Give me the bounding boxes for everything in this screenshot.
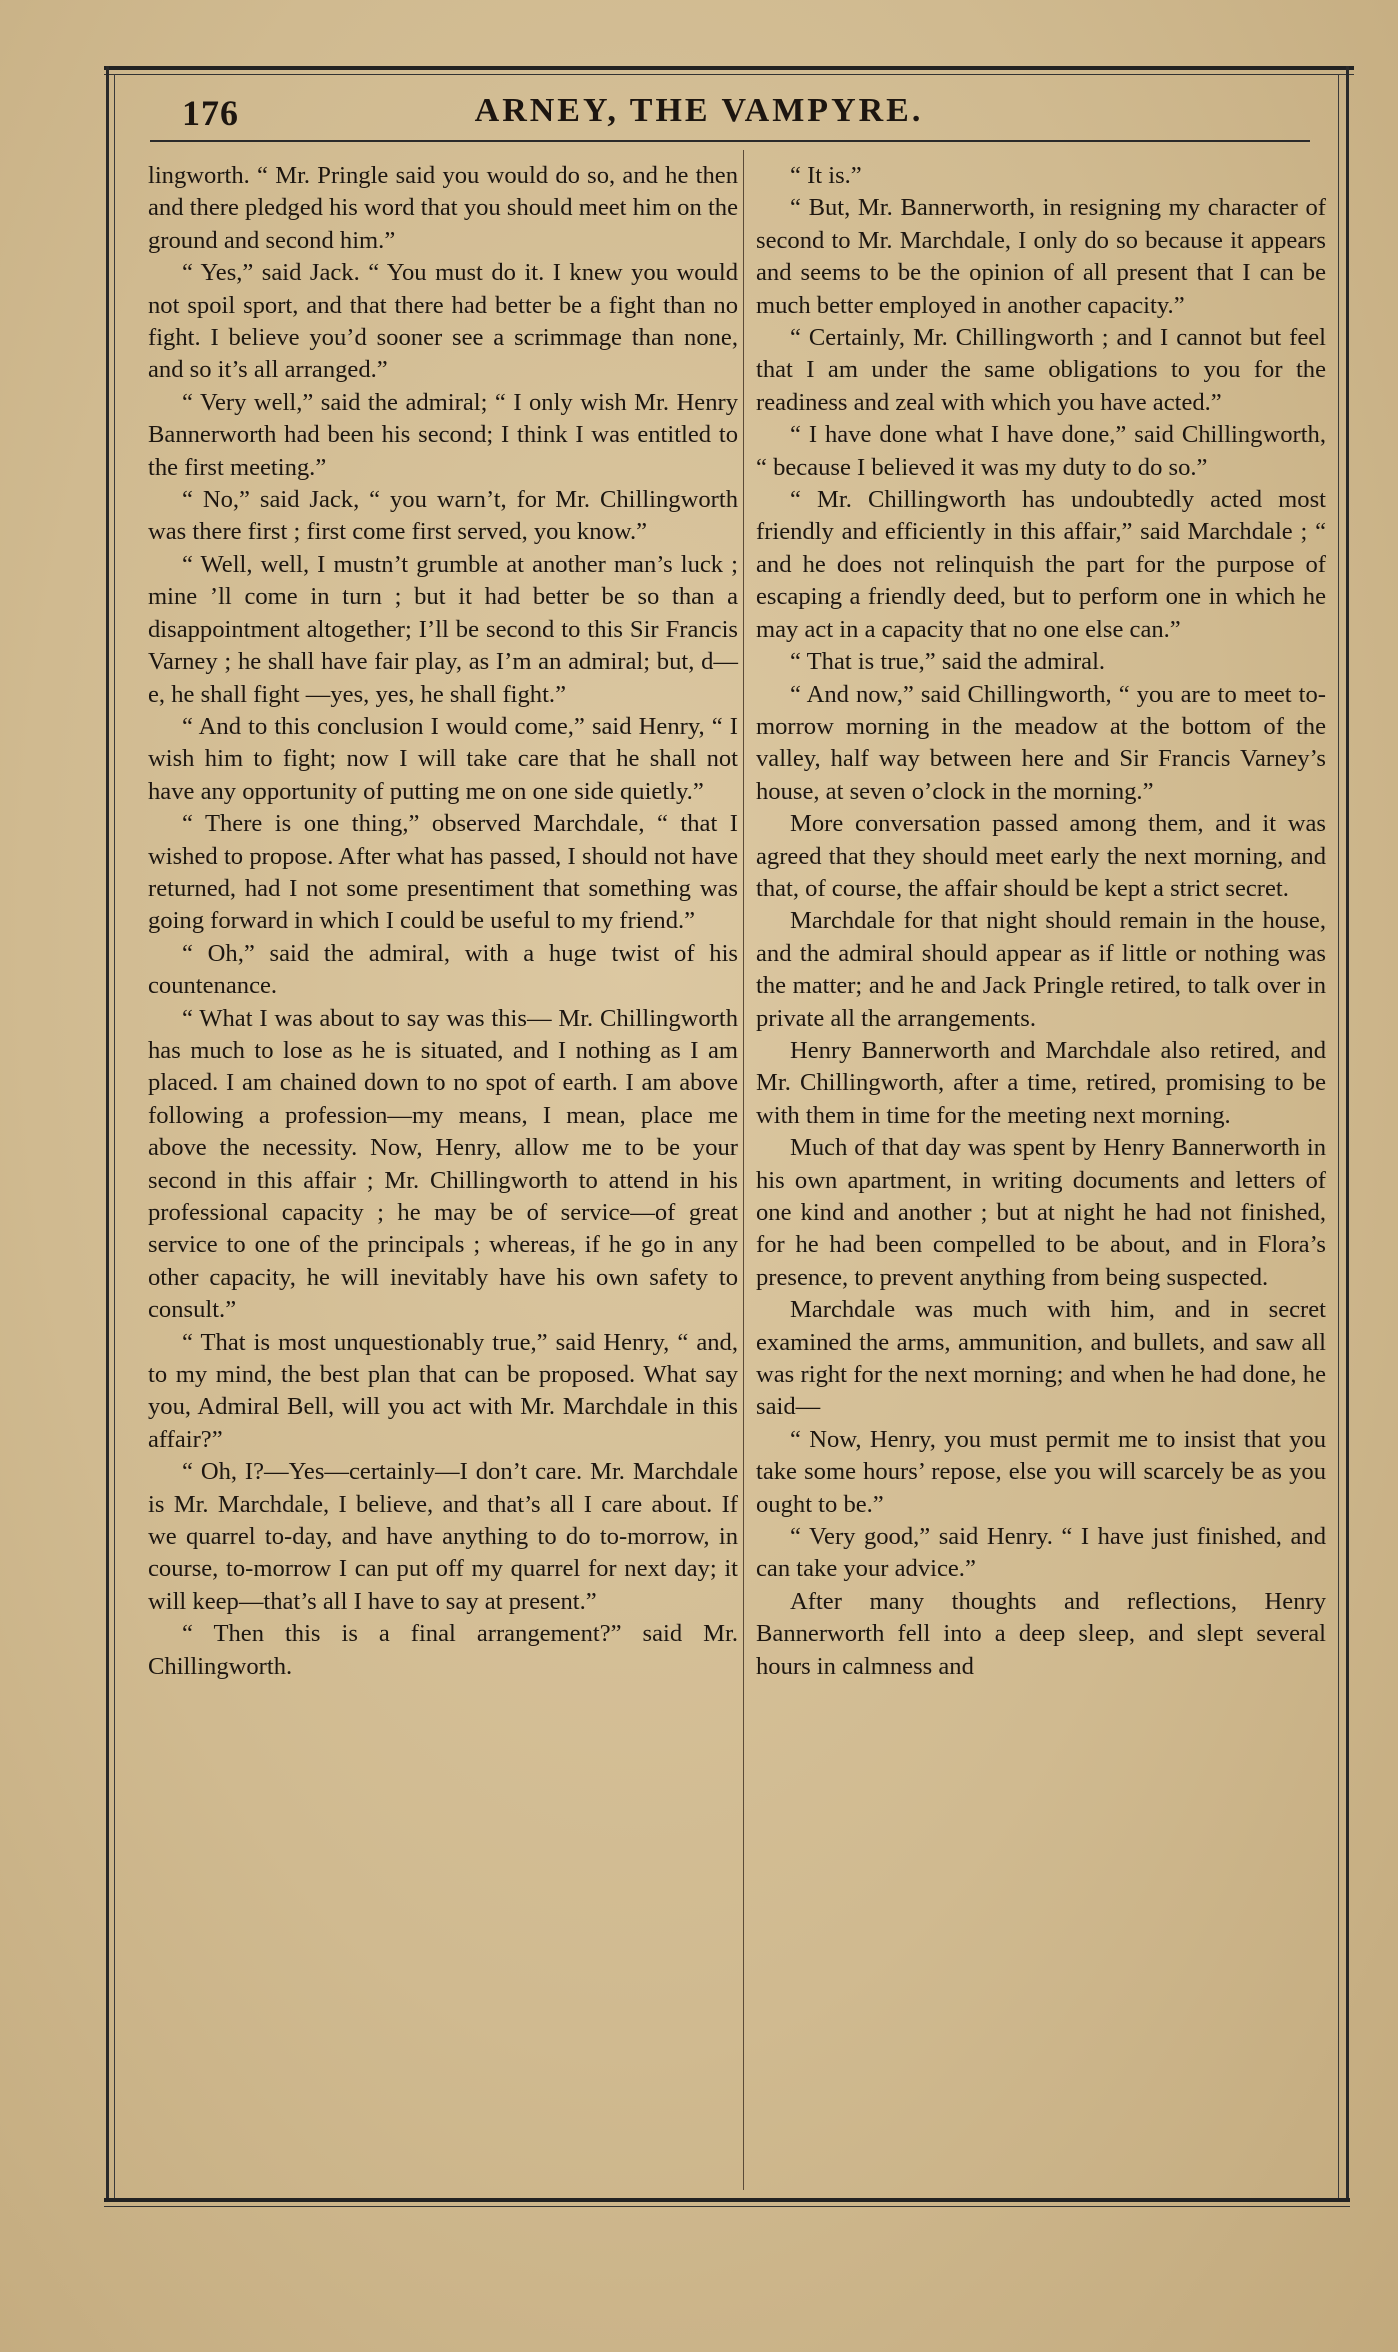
paragraph: “ Very well,” said the admiral; “ I only wish Mr. Henry Bannerworth had been his second; I think I was entitled to the first meeting.” (148, 388, 738, 481)
paragraph: “ No,” said Jack, “ you warn’t, for Mr. Chillingworth was there first ; first come first served, you know.” (148, 486, 738, 546)
paragraph: “ Yes,” said Jack. “ You must do it. I knew you would not spoil sport, and that there had better be a fight than no fight. I believe you’d sooner see a scrimmage than none, and so it’s all arranged.” (148, 259, 738, 384)
left-border-rule-thin (114, 74, 115, 2200)
left-text-column (148, 160, 738, 1683)
paragraph: “ There is one thing,” observed Marchdale, “ that I wished to propose. After what has passed, I should not have returned, had I not some presentiment that something was going forward in which I could be useful to my friend.” (148, 810, 738, 935)
paragraph: “ Oh, I?—Yes—certainly—I don’t care. Mr. Marchdale is Mr. Marchdale, I believe, and that’s all I care about. If we quarrel to-day, and have anything to do to-morrow, in course, to-morrow I can put off my quarrel for next day; it will keep—that’s all I have to say at present.” (148, 1458, 738, 1615)
column-divider (743, 150, 744, 2190)
right-text-column (756, 160, 1326, 1683)
top-border-rule-thin (104, 74, 1354, 75)
header-rule (150, 140, 1310, 142)
paragraph: Henry Bannerworth and Marchdale also retired, and Mr. Chillingworth, after a time, retired, promising to be with them in time for the meeting next morning. (756, 1036, 1326, 1129)
paragraph: Much of that day was spent by Henry Bannerworth in his own apartment, in writing documents and letters of one kind and another ; but at night he had not finished, for he had been compelled to be about, and in Flora’s presence, to prevent anything from being suspected. (756, 1134, 1326, 1291)
paragraph: “ But, Mr. Bannerworth, in resigning my character of second to Mr. Marchdale, I only do so because it appears and seems to be the opinion of all present that I can be much better employed in another capacity.” (756, 194, 1326, 319)
paragraph: “ I have done what I have done,” said Chillingworth, “ because I believed it was my duty to do so.” (756, 421, 1326, 481)
left-border-rule (106, 66, 109, 2200)
paragraph: “ Oh,” said the admiral, with a huge twist of his countenance. (148, 939, 738, 1000)
paragraph: “ Mr. Chillingworth has undoubtedly acted most friendly and efficiently in this affair,” said Marchdale ; “ and he does not relinquish the part for the purpose of escaping a friendly deed, but to perform one in which he may act in a capacity that no one else can.” (756, 486, 1326, 643)
bottom-border-rule (104, 2198, 1350, 2202)
paragraph: “ That is most unquestionably true,” said Henry, “ and, to my mind, the best plan that can be proposed. What say you, Admiral Bell, will you act with Mr. Marchdale in this affair?” (148, 1328, 738, 1453)
running-title: ARNEY, THE VAMPYRE. (474, 92, 924, 129)
paragraph: “ What I was about to say was this— Mr. Chillingworth has much to lose as he is situated, and I nothing as I am placed. I am chained down to no spot of earth. I am above following a profession—my means, I mean, place me above the necessity. Now, Henry, allow me to be your second in this affair ; Mr. Chillingworth to attend in his professional capacity ; he may be of service—of great service to one of the principals ; whereas, if he go in any other capacity, he will inevitably have his own safety to consult.” (148, 1004, 738, 1324)
top-border-rule (104, 66, 1354, 70)
paragraph: “ It is.” (790, 162, 862, 189)
paragraph: After many thoughts and reflections, Henry Bannerworth fell into a deep sleep, and slept several hours in calmness and (756, 1587, 1326, 1680)
paragraph: “ Well, well, I mustn’t grumble at another man’s luck ; mine ’ll come in turn ; but it had better be so than a disappointment altogether; I’ll be second to this Sir Francis Varney ; he shall have fair play, as I’m an admiral; but, d—e, he shall fight —yes, yes, he shall fight.” (148, 550, 738, 708)
paragraph: “ That is true,” said the admiral. (790, 648, 1106, 676)
paragraph: “ Very good,” said Henry. “ I have just finished, and can take your advice.” (756, 1523, 1326, 1583)
right-border-rule-thin (1338, 74, 1339, 2200)
paragraph: More conversation passed among them, and it was agreed that they should meet early the next morning, and that, of course, the affair should be kept a strict secret. (756, 810, 1326, 902)
paragraph: Marchdale was much with him, and in secret examined the arms, ammunition, and bullets, and saw all was right for the next morning; and when he had done, he said— (756, 1296, 1326, 1421)
paragraph: lingworth. “ Mr. Pringle said you would do so, and he then and there pledged his word that you should meet him on the ground and second him.” (148, 162, 738, 254)
bottom-border-rule-thin (104, 2206, 1350, 2207)
paragraph: “ Now, Henry, you must permit me to insist that you take some hours’ repose, else you will scarcely be as you ought to be.” (756, 1425, 1326, 1518)
paragraph: “ And now,” said Chillingworth, “ you are to meet to-morrow morning in the meadow at the bottom of the valley, half way between here and Sir Francis Varney’s house, at seven o’clock in the morning.” (756, 680, 1326, 805)
paragraph: “ And to this conclusion I would come,” said Henry, “ I wish him to fight; now I will take care that he shall not have any opportunity of putting me on one side quietly.” (148, 712, 738, 805)
paragraph: “ Certainly, Mr. Chillingworth ; and I cannot but feel that I am under the same obligations to you for the readiness and zeal with which you have acted.” (756, 324, 1326, 416)
paragraph: Marchdale for that night should remain in the house, and the admiral should appear as if little or nothing was the matter; and he and Jack Pringle retired, to talk over in private all the arrangements. (756, 907, 1326, 1032)
page-number: 176 (182, 93, 239, 133)
right-border-rule (1346, 66, 1349, 2200)
paragraph: “ Then this is a final arrangement?” said Mr. Chillingworth. (148, 1620, 738, 1680)
